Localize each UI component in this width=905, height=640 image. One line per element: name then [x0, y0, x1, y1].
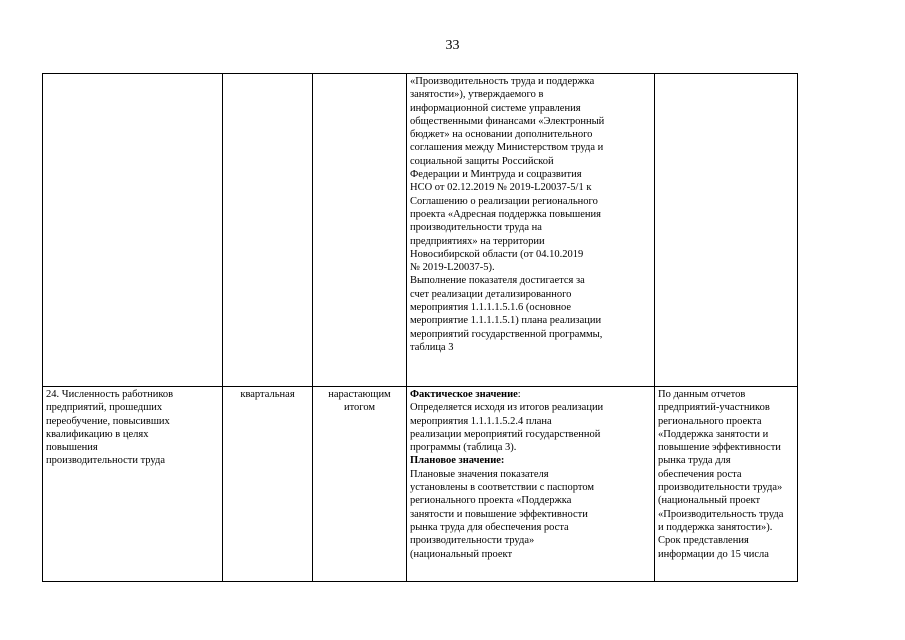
cell-periodicity	[223, 387, 313, 582]
text-line: социальной защиты Российской	[410, 155, 554, 167]
text-line: «Производительность труда и поддержка	[410, 76, 595, 87]
text-line: информации до 15 числа	[658, 548, 769, 560]
text-line: регионального проекта «Поддержка	[410, 495, 572, 507]
text-line: занятости»), утверждаемого в	[410, 89, 544, 101]
text-line: регионального проекта	[658, 415, 762, 427]
text-line: «Поддержка занятости и	[658, 428, 769, 440]
plan-heading: Плановое значение:	[410, 455, 505, 467]
cell-data-source	[655, 74, 798, 387]
text-line: 24. Численность работников	[46, 389, 174, 400]
text-line: Новосибирской области (от 04.10.2019	[410, 248, 584, 260]
page-number: 33	[445, 38, 460, 53]
cell-calculation-method	[407, 74, 655, 387]
text-line: мероприятия 1.1.1.1.5.2.4 плана	[410, 415, 552, 427]
text-line: установлены в соответствии с паспортом	[410, 482, 595, 494]
text-line: (национальный проект	[410, 548, 513, 560]
text-line: реализации мероприятий государственной	[410, 428, 601, 440]
text-block	[410, 75, 651, 354]
text-line: рынка труда для обеспечения роста	[410, 521, 569, 533]
text-line: обеспечения роста	[658, 468, 742, 480]
text-line: производительности труда»	[410, 535, 535, 547]
text-block	[46, 388, 219, 468]
text-line: производительности труда»	[658, 482, 783, 494]
fact-colon: :	[517, 389, 521, 400]
text-block	[658, 388, 794, 561]
text-line: и поддержка занятости»).	[658, 521, 773, 533]
text-line: общественными финансами «Электронный	[410, 115, 605, 127]
text-line: счет реализации детализированного	[410, 288, 572, 300]
text-line: нарастающим	[328, 389, 391, 400]
text-block	[316, 388, 403, 415]
text-line: переобучение, повысивших	[46, 415, 170, 427]
text-line: повышения	[46, 442, 98, 454]
cell-data-source	[655, 387, 798, 582]
text-line: информационной системе управления	[410, 102, 581, 114]
table-row	[43, 387, 798, 582]
text-line: Выполнение показателя достигается за	[410, 275, 585, 287]
fact-heading: Фактическое значение	[410, 389, 518, 400]
cell-indicator-name	[43, 74, 223, 387]
text-line: повышение эффективности	[658, 442, 781, 454]
text-line: рынка труда для	[658, 455, 731, 467]
text-line: предприятиях» на территории	[410, 235, 545, 247]
indicator-table	[42, 73, 798, 582]
text-line: предприятий, прошедших	[46, 402, 163, 414]
text-line: НСО от 02.12.2019 № 2019-L20037-5/1 к	[410, 182, 592, 194]
text-line: № 2019-L20037-5).	[410, 262, 495, 274]
text-line: Соглашению о реализации регионального	[410, 195, 598, 207]
cell-indicator-name	[43, 387, 223, 582]
text-line: Срок представления	[658, 535, 749, 547]
text-line: соглашения между Министерством труда и	[410, 142, 604, 154]
table-row	[43, 74, 798, 387]
text-line: проекта «Адресная поддержка повышения	[410, 208, 601, 220]
text-line: мероприятия 1.1.1.1.5.1.6 (основное	[410, 302, 572, 314]
text-line: производительности труда на	[410, 222, 542, 234]
text-line: мероприятие 1.1.1.1.5.1) плана реализации	[410, 315, 602, 327]
text-block	[410, 468, 651, 561]
text-line: занятости и повышение эффективности	[410, 508, 588, 520]
text-line: бюджет» на основании дополнительного	[410, 129, 593, 141]
text-line: мероприятий государственной программы,	[410, 328, 603, 340]
cell-accumulation	[313, 387, 407, 582]
text-line: предприятий-участников	[658, 402, 770, 414]
cell-calculation-method	[407, 387, 655, 582]
text-line: производительности труда	[46, 455, 166, 467]
text-line: Определяется исходя из итогов реализации	[410, 402, 604, 414]
cell-accumulation	[313, 74, 407, 387]
fact-heading-line	[410, 388, 651, 401]
text-line: Плановые значения показателя	[410, 468, 549, 480]
text-line: Федерации и Минтруда и соцразвития	[410, 169, 582, 181]
periodicity-text: квартальная	[240, 389, 295, 400]
text-line: «Производительность труда	[658, 508, 784, 520]
text-line: квалификацию в целях	[46, 428, 149, 440]
text-line: таблица 3	[410, 341, 454, 353]
text-line: (национальный проект	[658, 495, 761, 507]
text-line: итогом	[343, 402, 376, 414]
text-line: По данным отчетов	[658, 389, 746, 400]
text-block	[410, 401, 651, 454]
cell-periodicity	[223, 74, 313, 387]
text-line: программы (таблица 3).	[410, 442, 517, 454]
